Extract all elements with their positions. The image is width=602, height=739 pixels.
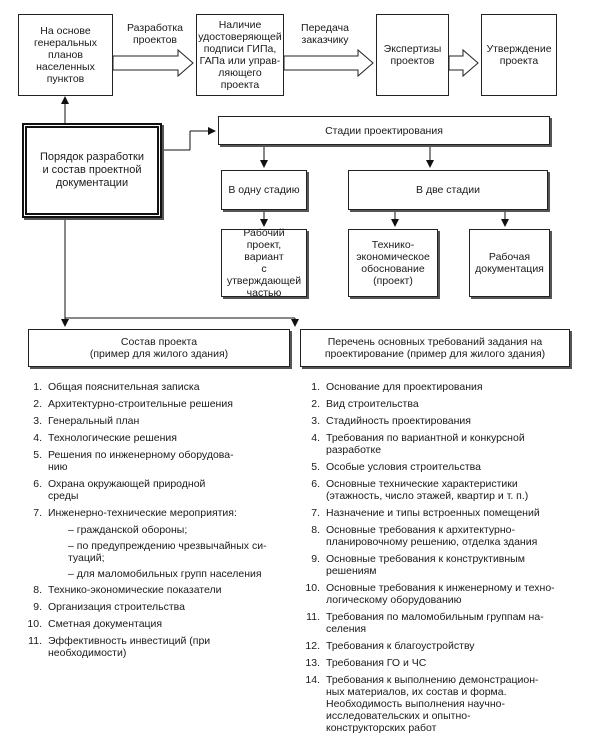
requirements-item-number: 4. — [311, 432, 320, 444]
main-procedure-box — [22, 123, 162, 218]
requirements-item-text: Требования по маломобильным группам на- селения — [326, 611, 544, 635]
requirements-item — [300, 582, 590, 606]
requirements-item — [300, 674, 590, 734]
one-stage-box — [221, 170, 307, 210]
stages-title: Стадии проектирования — [325, 124, 443, 137]
composition-item — [22, 601, 284, 613]
requirements-item-text: Вид строительства — [326, 398, 419, 410]
composition-item-text: Инженерно-технические мероприятия: — [48, 507, 237, 519]
requirements-item-number: 2. — [311, 398, 320, 410]
requirements-item-text: Основные технические характеристики (этажность, число этажей, квартир и т. п.) — [326, 478, 529, 502]
requirements-list — [300, 381, 590, 739]
requirements-item-number: 6. — [311, 478, 320, 490]
composition-item — [22, 432, 284, 444]
requirements-item-text: Требования к выполнению демонстрацион- ных материалов, их состав и форма. Необходимость выполнения научно- исследовательских и опытно- конструкторских работ — [326, 674, 539, 734]
composition-item-number: 5. — [33, 449, 42, 461]
requirements-item-number: 1. — [311, 381, 320, 393]
composition-item — [22, 478, 284, 502]
general-plans-box — [18, 14, 113, 96]
general-plans-text: На основе генеральных планов населенных пунктов — [34, 25, 97, 85]
composition-title: Состав проекта (пример для жилого здания) — [89, 336, 229, 360]
requirements-item-number: 5. — [311, 461, 320, 473]
block-arrow-2 — [284, 50, 373, 76]
composition-item-text: Технико-экономические показатели — [48, 584, 222, 596]
requirements-item-number: 3. — [311, 415, 320, 427]
composition-item-text: Общая пояснительная записка — [48, 381, 200, 393]
requirements-item-text: Основные требования к конструктивным решениям — [326, 553, 525, 577]
composition-item-text: – для маломобильных групп населения — [68, 568, 262, 580]
requirements-item-text: Основание для проектирования — [326, 381, 483, 393]
requirements-item — [300, 432, 590, 456]
composition-item-text: Технологические решения — [48, 432, 177, 444]
composition-item — [22, 524, 284, 536]
requirements-item-number: 12. — [305, 640, 320, 652]
requirements-title: Перечень основных требований задания на проектирование (пример для жилого здания) — [324, 336, 546, 360]
composition-list — [22, 381, 284, 664]
composition-item-number: 11. — [28, 635, 42, 647]
requirements-header-box — [300, 329, 570, 367]
composition-item-number: 3. — [33, 415, 42, 427]
composition-item-text: – по предупреждению чрезвычайных си- туаций; — [68, 540, 267, 564]
requirements-item-number: 7. — [311, 507, 320, 519]
requirements-item — [300, 640, 590, 652]
composition-item-text: Решения по инженерному оборудова- нию — [48, 449, 234, 473]
expertise-box — [376, 14, 449, 96]
composition-item-number: 10. — [27, 618, 42, 630]
composition-item — [22, 584, 284, 596]
requirements-item-number: 14. — [305, 674, 320, 686]
requirements-item — [300, 524, 590, 548]
approval-box — [481, 14, 557, 96]
composition-item — [22, 507, 284, 519]
feasibility-text: Технико- экономическое обоснование (проект) — [356, 239, 430, 287]
composition-item — [22, 381, 284, 393]
main-procedure-text: Порядок разработки и состав проектной документации — [40, 151, 144, 189]
requirements-item-number: 8. — [311, 524, 320, 536]
composition-header-box — [28, 329, 290, 367]
requirements-item — [300, 478, 590, 502]
working-project-text: Рабочий проект, вариант с утверждающей частью — [226, 227, 302, 299]
composition-item-number: 1. — [33, 381, 42, 393]
composition-item-text: Генеральный план — [48, 415, 140, 427]
stages-box — [218, 116, 550, 145]
requirements-item — [300, 381, 590, 393]
requirements-item — [300, 398, 590, 410]
requirements-item — [300, 611, 590, 635]
requirements-item — [300, 507, 590, 519]
composition-item-text: Организация строительства — [48, 601, 185, 613]
composition-item-number: 7. — [33, 507, 42, 519]
block-arrow-1 — [113, 50, 193, 76]
requirements-item-number: 10. — [305, 582, 320, 594]
composition-item — [22, 568, 284, 580]
requirements-item-text: Стадийность проектирования — [326, 415, 471, 427]
requirements-item-number: 13. — [305, 657, 320, 669]
requirements-item-text: Требования по вариантной и конкурсной разработке — [326, 432, 525, 456]
requirements-item-text: Основные требования к архитектурно- планировочному решению, отделка здания — [326, 524, 538, 548]
working-docs-box — [469, 229, 550, 297]
develop-projects-label: Разработка проектов — [127, 22, 183, 46]
composition-item — [22, 618, 284, 630]
composition-item — [22, 635, 284, 659]
composition-item — [22, 398, 284, 410]
composition-item-text: Эффективность инвестиций (при необходимости) — [48, 635, 211, 659]
composition-item-text: Архитектурно-строительные решения — [48, 398, 233, 410]
expertise-text: Экспертизы проектов — [383, 43, 442, 67]
composition-item — [22, 449, 284, 473]
composition-item-number: 2. — [33, 398, 42, 410]
requirements-item — [300, 415, 590, 427]
block-arrow-3 — [449, 50, 478, 76]
composition-item-number: 9. — [33, 601, 42, 613]
requirements-item-number: 11. — [306, 611, 320, 623]
requirements-item — [300, 553, 590, 577]
requirements-item-number: 9. — [311, 553, 320, 565]
requirements-item-text: Особые условия строительства — [326, 461, 481, 473]
approval-text: Утверждение проекта — [486, 43, 552, 67]
composition-item — [22, 540, 284, 564]
one-stage-text: В одну стадию — [228, 184, 300, 196]
composition-item-text: – гражданской обороны; — [68, 524, 188, 536]
signature-text: Наличие удостоверяющей подписи ГИПа, ГАПа или управ- ляющего проекта — [198, 19, 282, 91]
composition-item-number: 6. — [33, 478, 42, 490]
requirements-item — [300, 657, 590, 669]
requirements-item-text: Требования ГО и ЧС — [326, 657, 427, 669]
working-docs-text: Рабочая документация — [475, 251, 544, 275]
transfer-to-client-label: Передача заказчику — [301, 22, 349, 46]
composition-item-text: Охрана окружающей природной среды — [48, 478, 206, 502]
composition-item — [22, 415, 284, 427]
composition-item-number: 4. — [33, 432, 42, 444]
two-stages-text: В две стадии — [416, 184, 480, 196]
working-project-box — [221, 229, 307, 297]
requirements-item-text: Назначение и типы встроенных помещений — [326, 507, 540, 519]
composition-item-number: 8. — [33, 584, 42, 596]
two-stages-box — [348, 170, 548, 210]
feasibility-box — [348, 229, 438, 297]
composition-item-text: Сметная документация — [48, 618, 163, 630]
requirements-item-text: Основные требования к инженерному и техно- логическому оборудованию — [326, 582, 555, 606]
requirements-item — [300, 461, 590, 473]
requirements-item-text: Требования к благоустройству — [326, 640, 475, 652]
signature-box — [196, 14, 284, 96]
